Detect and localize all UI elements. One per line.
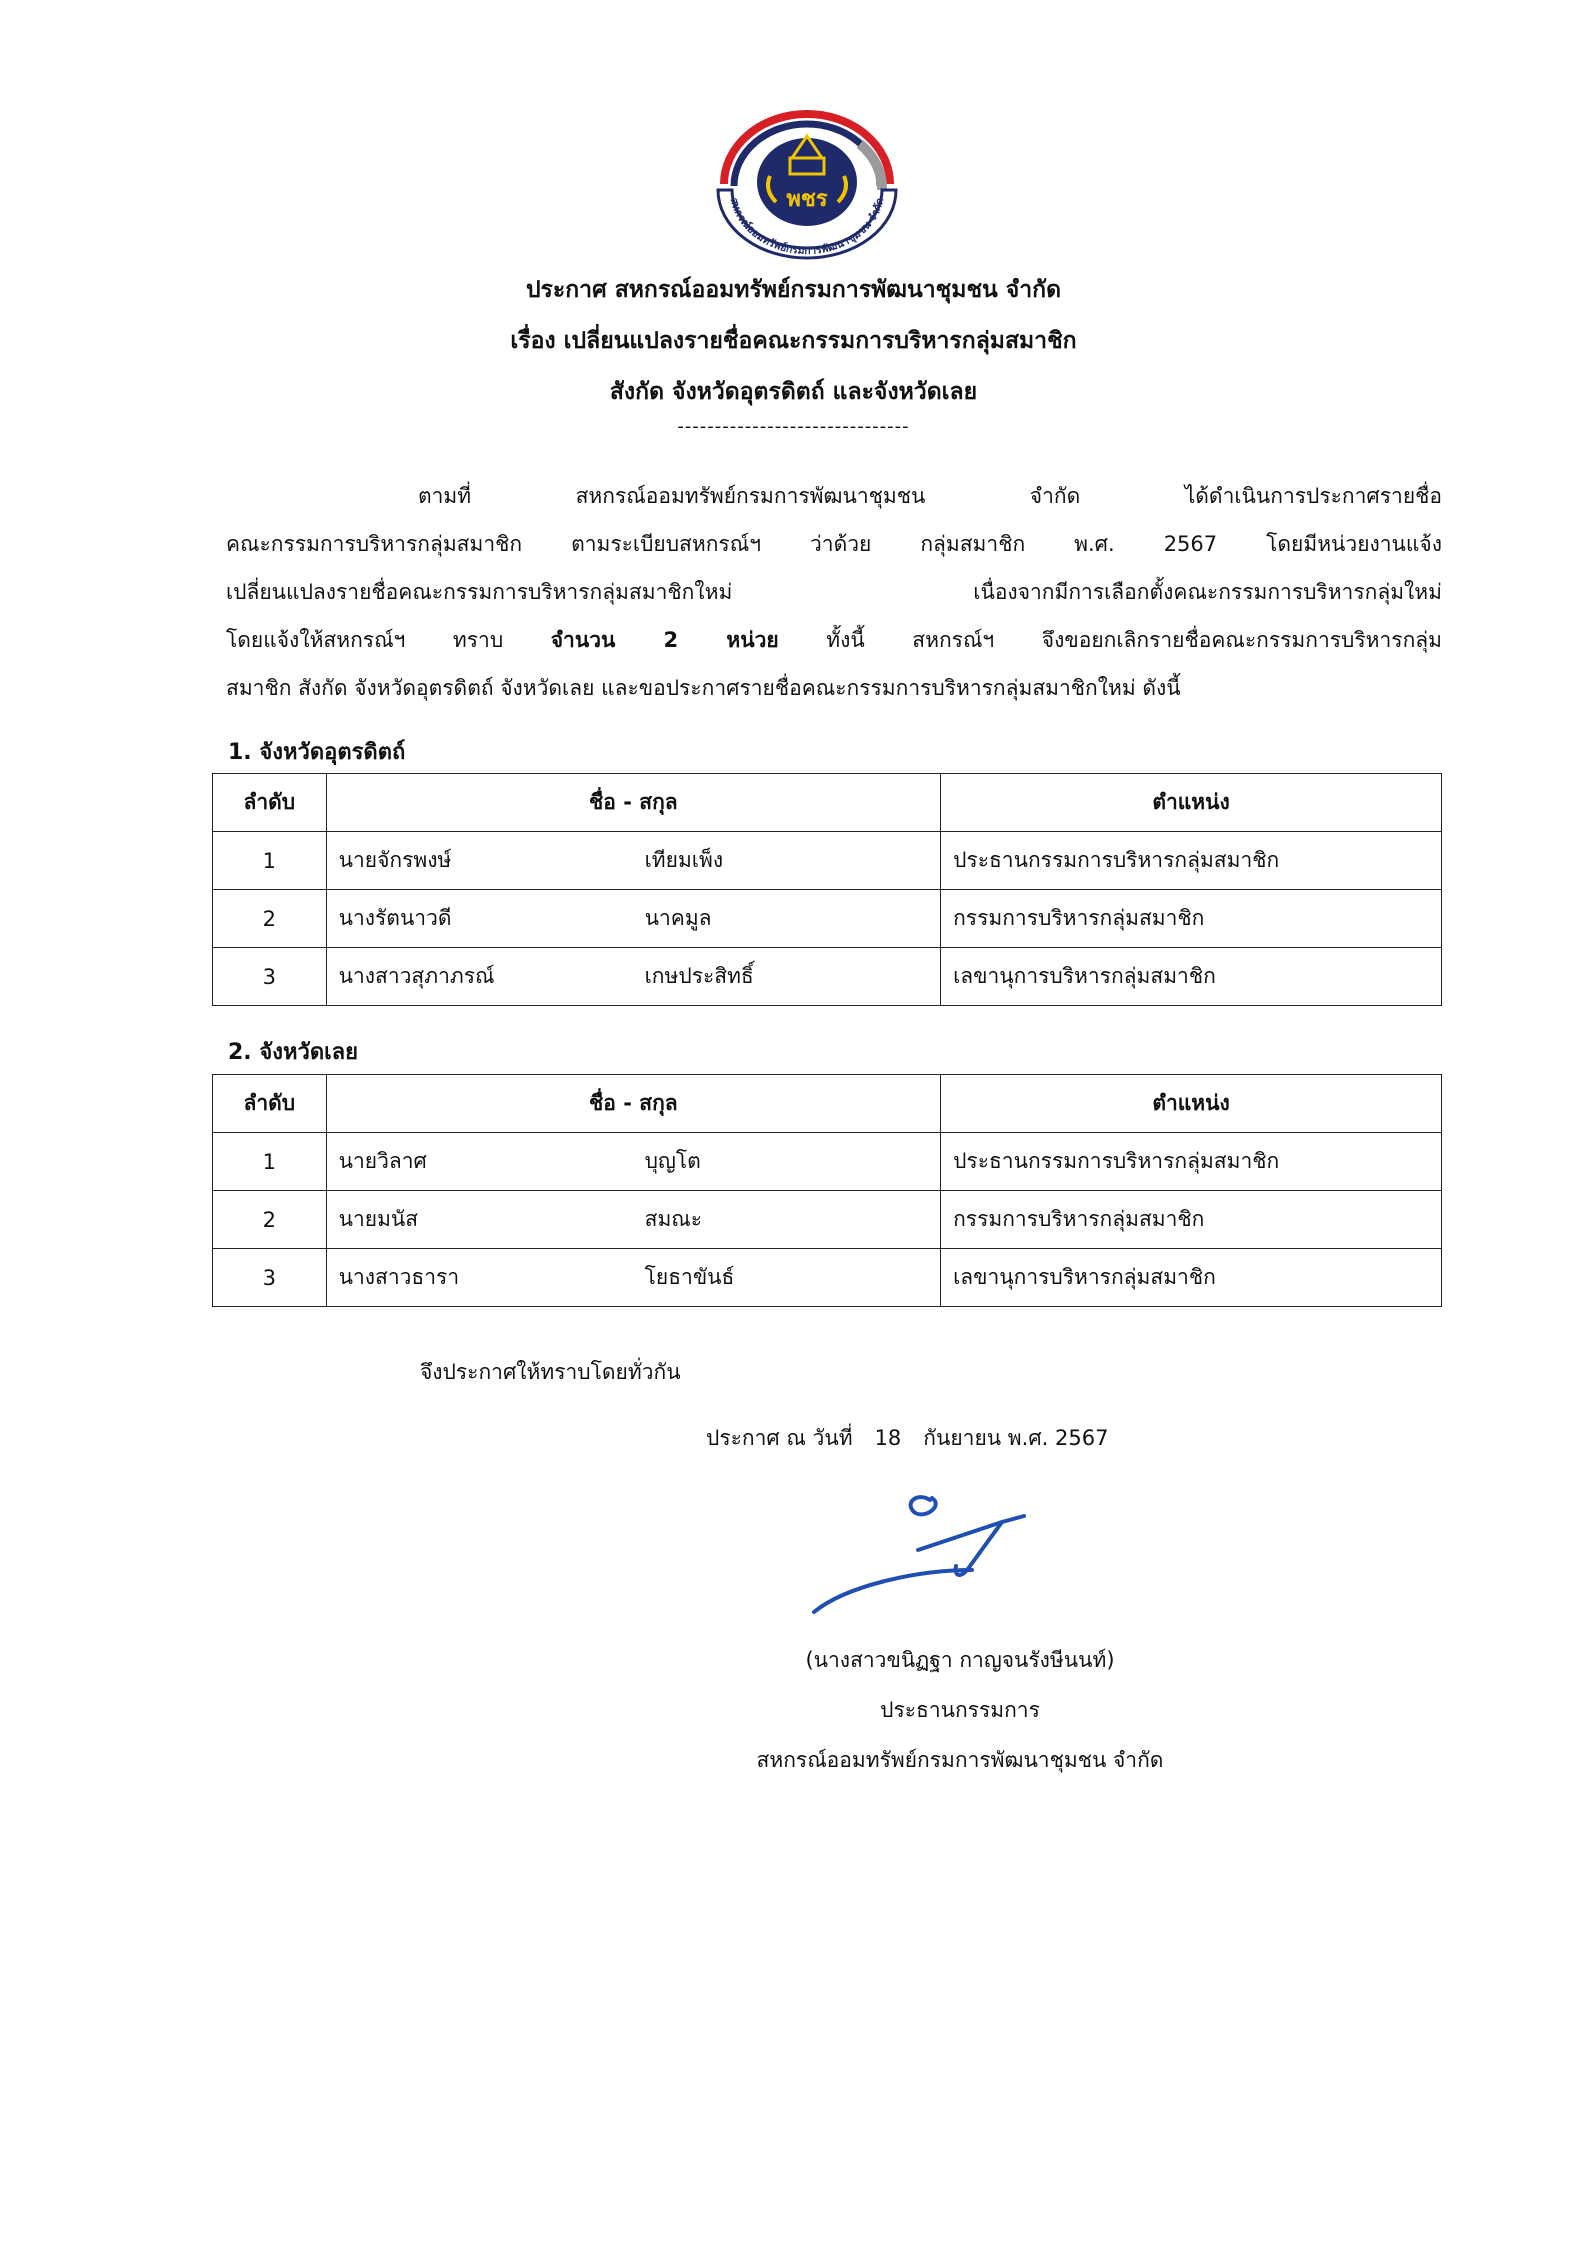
date-month-year: กันยายน พ.ศ. 2567 [923, 1426, 1109, 1450]
section-title-loei: 2. จังหวัดเลย [228, 1040, 358, 1065]
announcement-affiliation: สังกัด จังหวัดอุตรดิตถ์ และจังหวัดเลย [609, 379, 978, 405]
announcement-date [706, 1418, 1108, 1458]
date-prefix: ประกาศ ณ วันที่ [706, 1426, 853, 1450]
row-index: 2 [213, 890, 327, 948]
logo-ring-text: สหกรณ์ออมทรัพย์กรมการพัฒนาชุมชน จำกัด [727, 196, 887, 257]
body-line: คณะกรรมการบริหารกลุ่มสมาชิก ตามระเบียบสหกรณ์ฯ ว่าด้วย กลุ่มสมาชิก พ.ศ. 2567 โดยมีหน่วยงานแจ้ง [226, 532, 1442, 556]
body-text: ทั้งนี้ สหกรณ์ฯ จึงขอยกเลิกรายชื่อคณะกรรมการบริหารกลุ่ม [778, 628, 1443, 652]
header-divider: ------------------------------- [677, 416, 910, 437]
table-row [213, 948, 1442, 1006]
closing-statement: จึงประกาศให้ทราบโดยทั่วกัน [420, 1360, 681, 1384]
last-name: เทียมเพ็ง [644, 848, 724, 872]
column-header-position: ตำแหน่ง [941, 1075, 1442, 1133]
announcement-title: ประกาศ สหกรณ์ออมทรัพย์กรมการพัฒนาชุมชน จำกัด [525, 277, 1062, 303]
column-header-position: ตำแหน่ง [941, 774, 1442, 832]
signatory-organization: สหกรณ์ออมทรัพย์กรมการพัฒนาชุมชน จำกัด [756, 1748, 1164, 1772]
last-name: โยธาขันธ์ [644, 1265, 735, 1289]
row-index: 2 [213, 1191, 327, 1249]
row-position: เลขานุการบริหารกลุ่มสมาชิก [941, 1249, 1442, 1307]
row-name [326, 1249, 940, 1307]
column-header-name: ชื่อ - สกุล [326, 774, 940, 832]
table-row [213, 1249, 1442, 1307]
handwritten-signature [806, 1466, 1096, 1626]
first-name: นายจักรพงษ์ [338, 848, 452, 872]
signatory-name: (นางสาวขนิฏฐา กาญจนรังษีนนท์) [805, 1648, 1115, 1672]
body-line: ตามที่ สหกรณ์ออมทรัพย์กรมการพัฒนาชุมชน จำกัด ได้ดำเนินการประกาศรายชื่อ [418, 484, 1442, 508]
column-header-index: ลำดับ [213, 774, 327, 832]
row-position: ประธานกรรมการบริหารกลุ่มสมาชิก [941, 832, 1442, 890]
row-index: 3 [213, 948, 327, 1006]
first-name: นางสาวสุภาภรณ์ [338, 964, 495, 988]
cooperative-logo [704, 106, 910, 260]
members-table-loei [212, 1074, 1442, 1307]
row-index: 1 [213, 1133, 327, 1191]
table-row [213, 1133, 1442, 1191]
row-name [326, 890, 940, 948]
section-title-uttaradit: 1. จังหวัดอุตรดิตถ์ [228, 740, 406, 765]
announcement-subject: เรื่อง เปลี่ยนแปลงรายชื่อคณะกรรมการบริหารกลุ่มสมาชิก [510, 328, 1077, 354]
body-emphasis: จำนวน 2 หน่วย [550, 628, 779, 652]
announcement-body [226, 472, 1442, 712]
table-row [213, 890, 1442, 948]
row-position: กรรมการบริหารกลุ่มสมาชิก [941, 1191, 1442, 1249]
column-header-name: ชื่อ - สกุล [326, 1075, 940, 1133]
body-line: สมาชิก สังกัด จังหวัดอุตรดิตถ์ จังหวัดเลย และขอประกาศรายชื่อคณะกรรมการบริหารกลุ่มสมาชิกใหม่ ดังนี้ [226, 676, 1181, 700]
row-position: ประธานกรรมการบริหารกลุ่มสมาชิก [941, 1133, 1442, 1191]
first-name: นายวิลาศ [338, 1149, 427, 1173]
row-position: กรรมการบริหารกลุ่มสมาชิก [941, 890, 1442, 948]
last-name: นาคมูล [644, 906, 712, 930]
row-name [326, 1133, 940, 1191]
table-row [213, 832, 1442, 890]
date-day: 18 [874, 1426, 902, 1450]
last-name: สมณะ [644, 1207, 703, 1231]
signatory-title: ประธานกรรมการ [880, 1698, 1040, 1722]
body-line [226, 616, 1442, 664]
row-name [326, 1191, 940, 1249]
column-header-index: ลำดับ [213, 1075, 327, 1133]
row-index: 1 [213, 832, 327, 890]
body-line: เปลี่ยนแปลงรายชื่อคณะกรรมการบริหารกลุ่มสมาชิกใหม่ เนื่องจากมีการเลือกตั้งคณะกรรมการบริหารกลุ่มใหม่ [226, 580, 1442, 604]
table-row [213, 1191, 1442, 1249]
row-name [326, 948, 940, 1006]
members-table-uttaradit [212, 773, 1442, 1006]
first-name: นางรัตนาวดี [338, 906, 452, 930]
row-index: 3 [213, 1249, 327, 1307]
first-name: นางสาวธารา [338, 1265, 460, 1289]
last-name: เกษประสิทธิ์ [644, 964, 754, 988]
row-position: เลขานุการบริหารกลุ่มสมาชิก [941, 948, 1442, 1006]
body-text: โดยแจ้งให้สหกรณ์ฯ ทราบ [226, 628, 551, 652]
table-header-row [213, 774, 1442, 832]
logo-emblem-text: พชร [786, 187, 828, 212]
first-name: นายมนัส [338, 1207, 419, 1231]
table-header-row [213, 1075, 1442, 1133]
last-name: บุญโต [644, 1149, 701, 1173]
row-name [326, 832, 940, 890]
